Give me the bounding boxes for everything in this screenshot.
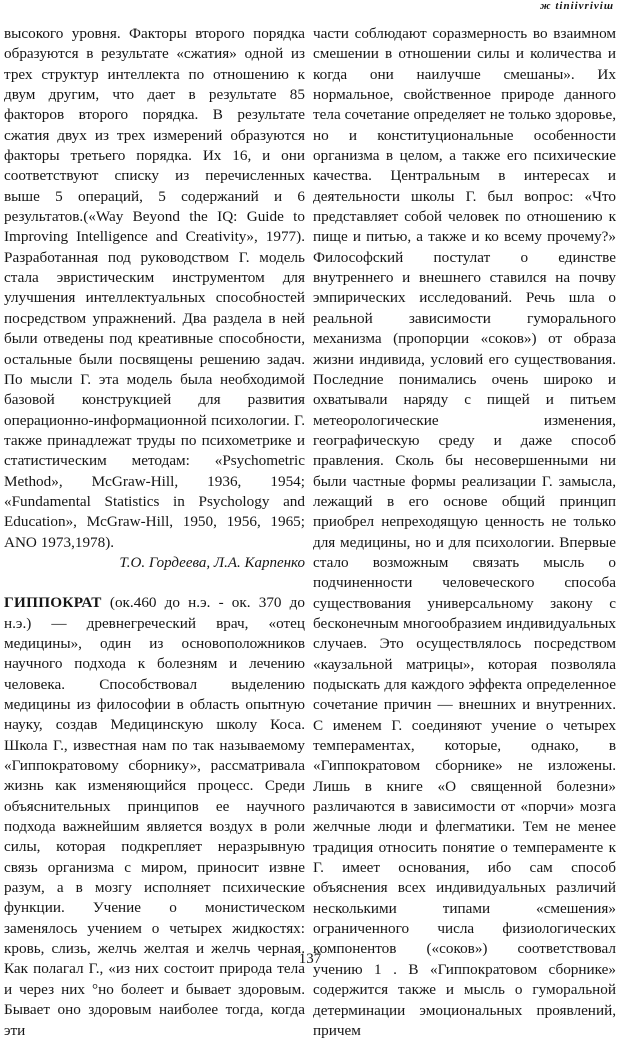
entry-term: ГИППОКРАТ xyxy=(4,594,102,612)
right-column xyxy=(313,24,616,1041)
entry-text: (ок.460 до н.э. - ок. 370 до н.э.) — древнегреческий врач, «отец медицины», один из основоположников научного подхода к болезням и лечению человека. Способствовал выделению медицины из философии в область опытную науку, создав Медицинскую школу Коса. Школа Г., известная нам по так называемому «Гиппократовому сборнику», рассматривала жизнь как изменяющийся процесс. Среди объяснительных принципов ее научного подхода важнейшим является воздух в роли силы, которая подкрепляет неразрывную связь организма с миром, приносит извне разум, а в мозгу исполняет психические функции. Учение о монистическом заменялось учением о четырех жидкостях: кровь, слизь, желчь желтая и желчь черная. Как полагал Г., «из них состоит природа тела и через них °но болеет и бывает здоровым. Бывает оно здоровым наиболее тогда, когда эти xyxy=(4,594,305,1039)
entry-separator xyxy=(4,573,305,593)
page-number: 137 xyxy=(298,951,322,967)
running-head: ж tiniivriviш xyxy=(540,0,614,12)
hippocrates-entry xyxy=(4,593,305,1041)
guilford-entry-continuation: высокого уровня. Факторы второго порядка образуются в результате «сжатия» одной из трех структур интеллекта по отношению к двум другим, что дает в результате 85 факторов второго порядка. В результате сжатия двух из трех измерений образуются факторы третьего порядка. Их 16, и они соответствуют списку из перечисленных выше 5 операций, 5 содержаний и 6 результатов.(«Way Beyond the IQ: Guide to Improving Intelligence and Creativity», 1977). Разработанная под руководством Г. модель стала эвристическим инструментом для улучшения интеллектуальных способностей посредством упражнений. Два раздела в ней были отведены под креативные способности, остальные были посвящены решению задач. По мысли Г. эта модель была необходимой базовой конструкцией для развития операционно-информационной психологии. Г. также принадлежат труды по психометрике и статистическим методам: «Psychometric Method», McGraw-Hill, 1936, 1954; «Fundamental Statistics in Psychology and Education», McGraw-Hill, 1950, 1956, 1965; ANO 1973,1978). xyxy=(4,25,305,551)
left-column xyxy=(4,24,305,1041)
hippocrates-entry-continuation: части соблюдают соразмерность во взаимном смешении в отношении силы и количества и когда они наилучше смешаны». Их нормальное, свойственное природе данного тела сочетание определяет не только здоровье, но и конституциональные особенности организма в целом, а также его психические качества. Центральным в интересах и деятельности школы Г. был вопрос: «Что представляет собой человек по отношению к пище и питью, а также и ко всему прочему?» Философский постулат о единстве внутреннего и внешнего ставился на почву эмпирических исследований. Речь шла о реальной зависимости гуморального механизма (пропорции «соков») от образа жизни индивида, условий его существования. Последние понимались очень широко и охватывали наряду с пищей и питьем метеорологические изменения, географическую среду и даже способ правления. Сколь бы несовершенными ни были частные формы реализации Г. замысла, лежащий в его основе общий принцип приобрел непреходящую ценность не только для медицины, но и для психологии. Впервые стало возможным связать мысль о подчиненности человеческого способа существования универсальному закону с бесконечным многообразием индивидуальных случаев. Это осуществлялось посредством «каузальной матрицы», которая позволяла подыскать для каждого эффекта определенное сочетание причин — внешних и внутренних. С именем Г. соединяют учение о четырех темпераментах, которые, однако, в «Гиппократовом сборнике» не изложены. Лишь в книге «О священной болезни» различаются в зависимости от «порчи» мозга желчные люди и флегматики. Тем не менее традиция относить понятие о темпераменте к Г. имеет основания, ибо сам способ объяснения всех индивидуальных различий несколькими типами «смешения» ограниченного числа физиологических компонентов («соков») соответствовал учению 1 . В «Гиппократовом сборнике» содержится также и мысль о гуморальной детерминации эмоциональных проявлений, причем xyxy=(313,25,616,1039)
entry-authors: Т.О. Гордеева, Л.А. Карпенко xyxy=(119,554,305,571)
